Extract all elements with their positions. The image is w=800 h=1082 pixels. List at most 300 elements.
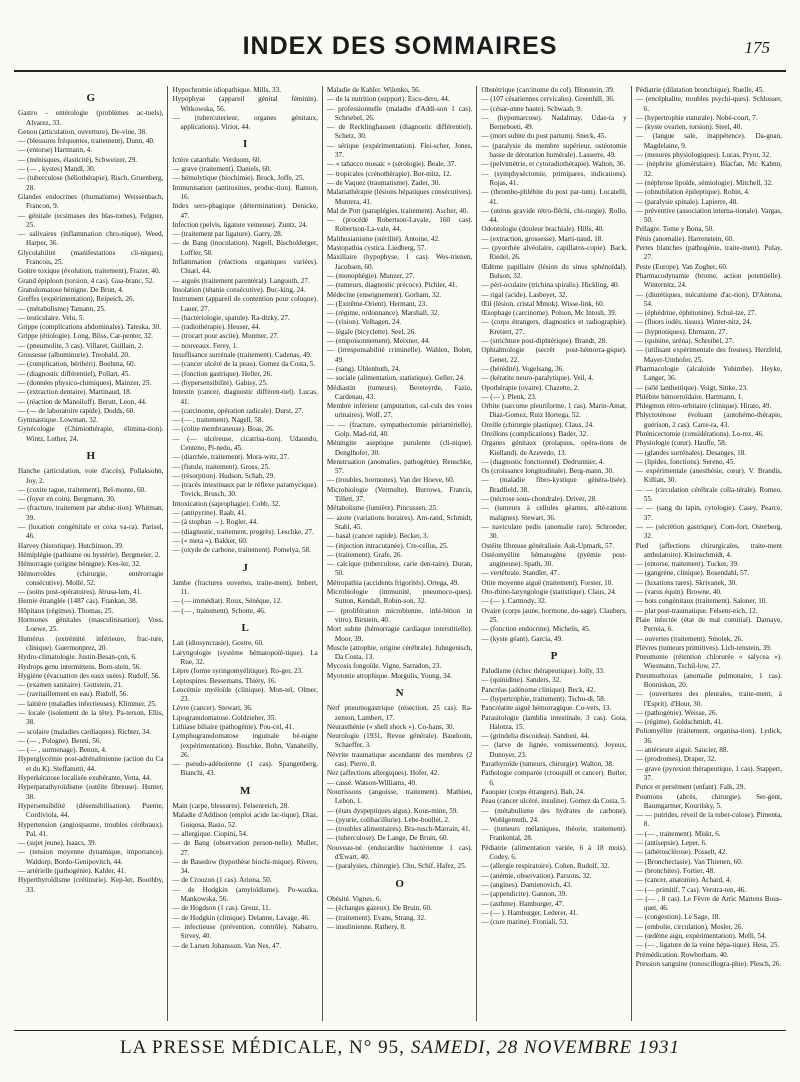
index-entry: — pseudo-adénoïenne (1 cas). Spangenberg, Bianchi, 43. (172, 760, 318, 778)
index-entry: Pharmacodynamie (brome, action potentielle). Winternitz, 24. (635, 271, 782, 290)
index-entry: — grave (traitement). Daniels, 60. (172, 165, 272, 174)
index-entry: Greffes (expérimentation), Reipeich, 26. (18, 295, 135, 304)
index-entry: — (tumeurs mélaniques, théorie, traitement). Frankental, 28. (481, 825, 627, 843)
index-entry: — (échanges gazeux). De Bruin, 60. (326, 904, 432, 913)
index-entry: Hyperglycémie post-adrénalinienne (action du Ca et du K). Steffanutti, 44. (18, 755, 164, 773)
index-entry: — (mort subite du post partum). Sneck, 45. (481, 132, 607, 141)
index-entry: Ictère catarrhale. Verdoom, 60. (172, 155, 262, 164)
index-entry: — (lipides, fonctions). Sereno, 45. (635, 457, 736, 466)
index-entry: Hyperkératose localisée exubérante, Votta, 44. (18, 774, 152, 783)
index-entry: — (extraction, grossesse). Marti-naud, 18. (481, 234, 604, 243)
index-entry: — (diagnostic, traitement, progrès). Leschke, 27. (172, 527, 314, 536)
index-entry: — (utilisant expérimentale des fresnes). Herzfeld, Mayer-Umhofer, 25. (635, 346, 782, 364)
index-entry: Gynécologie (Chimiothérapie, élimina-tion). Wintz, Luther, 24. (18, 425, 164, 443)
index-entry: — (« meta »). Bakker, 60. (172, 536, 248, 545)
index-entry: Oto-rhino-laryngologie (statistique). Claus, 24. (481, 588, 617, 597)
index-entry: Maladie de Kahler. Wilenko, 56. (326, 86, 421, 94)
index-entry: — (obnubilation épileptique). Robin, 4. (635, 188, 750, 197)
index-entry: — (entorse) Hartmann, 4. (18, 146, 93, 155)
index-column (632, 86, 786, 1021)
index-entry: Œsophage (carcinome). Polson, Mc Intosh, 39. (481, 309, 617, 318)
index-entry: Harvey (historique). Hutchinson, 39. (18, 541, 124, 550)
index-entry: — (cancer ulcéré de la peau). Gomez da Costa, 5. (172, 360, 316, 369)
index-entry: — (irresponsabilité criminelle). Wahlen, Bolen, 49. (326, 346, 473, 364)
index-entry: — (monophégie). Munzer, 27. (326, 271, 415, 280)
index-entry: — (fonction gastrique). Heller, 26. (172, 369, 273, 378)
footer-publication: LA PRESSE MÉDICALE, N° 95, (120, 1037, 405, 1058)
index-entry: — (traitement par ligature). Garry, 28. (172, 230, 283, 239)
index-entry: — (prolifération microbienne, inhi-bition in vitro). Birstein, 40. (326, 606, 473, 624)
index-entry: — (thrombo-phlébite du post par-tum). Locatelli, 41. (481, 188, 627, 206)
index-entry: — — (sécrétion gastrique). Com-fort, Osterberg, 32. (635, 522, 782, 541)
index-entry: — (appendicite). Gannon, 39. (481, 890, 568, 899)
index-entry: Infection (pelvis, ligature veineuse). Zuntz, 24. (172, 220, 308, 229)
section-letter: N (395, 687, 404, 699)
index-entry: — — (fracture, sympathectomie périartérielle). Golp, Mad-rid, 40. (326, 420, 473, 438)
index-entry: — de Hogdson (1 cas). Greuz, 11. (172, 904, 271, 913)
index-entry: — (— immédiat). Roux, Sénèque, 12. (172, 597, 283, 606)
index-entry: Lait (idiosyncrasie). Gostre, 60. (172, 639, 264, 648)
index-entry: — (colite membraneuse). Boas, 26. (172, 425, 275, 434)
index-entry: Orbite (sarcome pleuriforme, 1 cas). Marin-Amat, Diaz-Gomez, Ruiz Hortega, 52. (481, 402, 627, 420)
index-entry: — (asthme). Hamburger, 47. (481, 899, 564, 908)
index-entry: — (hypnotiques). Ehrmann, 27. (635, 327, 728, 336)
index-entry: Œil (lésion, cristal Mmok). Wisse-link, 60. (481, 299, 605, 308)
index-entry: — (diagnostic fonctionnel). Dedrunnier, 4. (481, 457, 605, 466)
index-entry: Pertes blanches (pathogénie, traite-ment). Pulay, 27. (635, 244, 782, 262)
index-entry: — salivaires (inflammation chro-nique), Weed, Harper, 36. (18, 230, 164, 248)
index-entry: — (langue sale, inappétence). Da-gnan, Magdelaine, 9. (635, 132, 782, 150)
index-entry: — (quinidine). Sanders, 32. (481, 676, 562, 685)
index-entry: Nourrissons (angoisse, traitement). Mathieu, Lebon, 1. (326, 787, 473, 806)
index-entry: — cassé. Watson-Williams, 40. (326, 778, 417, 787)
index-entry: — de Bang (inoculation). Nagell, Bischolderger, Loffler, 58. (172, 239, 318, 257)
index-entry: — hémolytique (biochimie). Brock, Joffe, 25. (172, 174, 305, 183)
index-entry: Granulomatose bénigne. De Brun, 4. (18, 285, 124, 294)
index-entry: — (Extrême-Orient). Hermant, 23. (326, 299, 428, 308)
index-entry: — basal (cancer rapide). Becker, 3. (326, 532, 429, 541)
index-entry: — grave (pyrexion thérapeutique, 1 cas). Stappert, 37. (635, 764, 782, 782)
index-entry: — (mesures physiologiques). Lucas, Pryor, 32. (635, 151, 772, 160)
index-entry: Pathologie comparée (crouquill et cancer). Butler, 6. (481, 769, 627, 787)
index-entry: Hydrops genu intermittens. Born-stein, 56. (18, 662, 142, 671)
index-entry: Microbiologie (Vermulte). Burrows, Francis, Tillett, 37. (326, 485, 473, 504)
index-entry: — (tracés intestinaux par le réflexe paramycique). Tovick, Brusch, 30. (172, 481, 318, 499)
index-entry: Intoxication (saprophagie). Cobb, 32. (172, 499, 281, 508)
index-entry: — (ménisques, élasticité), Schweizer, 29. (18, 155, 138, 164)
index-entry: — insulinienne. Rathery, 8. (326, 922, 406, 931)
index-entry: Neurasthénie (« shell shock »). Co-hans, 30. (326, 722, 455, 731)
index-entry: — (données physico-chimiques), Mainzer, 25. (18, 378, 152, 387)
index-entry: — (éphédrine, éphétonine). Schul-tze, 27. (635, 309, 757, 318)
index-entry: — (— de laboratoire rapide). Dodds, 60. (18, 406, 136, 415)
index-entry: — (— , traitement). Nagell, 58. (172, 416, 264, 425)
index-entry: — de Hodgkin (amyloïdisme). Po-wazka, Mankowska, 56. (172, 885, 318, 904)
index-entry: — (traitement). Evans, Strang, 32. (326, 913, 426, 922)
index-entry: — (fonction endocrine). Michelis, 45. (481, 625, 591, 634)
index-entry: Lèvre (cancer). Stewart, 36. (172, 704, 253, 713)
footer-date: 28 NOVEMBRE 1931 (497, 1037, 680, 1058)
index-entry: Mastopathia cystica. Liedberg, 57. (326, 244, 427, 253)
index-entry: — (— , kystes) Mandl, 30. (18, 165, 96, 174)
index-entry: — (soins post-opératoires). Jérusa-lem, 41. (18, 588, 142, 597)
index-entry: Métropathia (accidents frigorités). Ortega, 49. (326, 578, 460, 587)
index-entry: Odontologie (douleur brachiale). Hills, 40. (481, 225, 605, 234)
index-entry: — (procédé Robertson-Lavale, 160 cas). Robertson-La-vale, 44. (326, 216, 473, 234)
index-entry: Hémorroïdes (chirurgie, entérorragie consécutive). Mollé, 52. (18, 569, 164, 587)
index-entry: Pharmacologie (alcaloïde Yohimbe). Heyke, Langer, 36. (635, 364, 782, 383)
index-entry: — (néphrite glomérulaire). Blacfan, Mc Kahnn, 32. (635, 160, 782, 178)
index-entry: Œdème papillaire (lésion du sinus sphénoïdal). Bulson, 32. (481, 262, 627, 280)
index-entry: — (bactériologie, spatule). Ra-dtzky, 27. (172, 313, 290, 322)
index-entry: — (régime). Goldschmidt, 41. (635, 718, 723, 727)
index-entry: Humérus (extrémité inférieure, frac-ture, clinique). Guermonprez, 20. (18, 634, 164, 652)
index-entry: — (antipyrine). Raab, 41. (172, 509, 247, 518)
index-entry: — (tension moyenne dynamique, importance). Waldorp, Bordo-Genipovitch, 44. (18, 848, 164, 866)
index-entry: — (états dyspeptiques aigus). Kous-mine, 59. (326, 806, 459, 815)
index-entry: — (athérosclérose). Posselt, 42. (635, 848, 728, 857)
index-entry: — (— , surmenage). Benon, 4. (18, 746, 107, 755)
index-entry: — (angines). Damienovich, 43. (481, 880, 572, 889)
index-entry: Mycosis fongoïde. Vigne, Sarradon, 23. (326, 662, 442, 671)
index-entry: — bots congénitaux (traitement). Saloner, 10. (635, 597, 768, 606)
index-column (14, 86, 168, 1021)
index-entry: — (paralysie du membre supérieur, ostéotomie basse de dérotation humérale). Lasserre, 49. (481, 141, 627, 160)
index-entry: Hyperthyroïdisme (crétinurie). Kep-ler, Boothby, 33. (18, 876, 164, 894)
index-entry: — scolaire (maladies cardiaques). Richter, 34. (18, 727, 152, 736)
index-entry: — (hypertrophie, traitement). Tschu-di, 58. (481, 695, 606, 703)
index-entry: — (fistule, traitement). Gross, 25. (172, 462, 270, 471)
index-entry: — (— , ligature de la veine hépa-tique). Hess, 25. (635, 941, 780, 950)
index-entry: Insuffisance surrénale (traitement). Cadenas, 49. (172, 351, 312, 360)
index-entry: Hémorragie (origine bénigne). Kes-ler, 32. (18, 560, 141, 569)
index-entry: Pneumonie (rétention chlorurée « salycea »). Wiesmann, Tschil-low, 27. (635, 653, 782, 671)
index-entry: — (grindelia discoidea). Sandoni, 44. (481, 732, 590, 741)
index-entry: Hormones génitales (masculinisation). Voss, Loewe, 25. (18, 616, 164, 634)
section-letter: O (395, 877, 404, 890)
index-entry: — (— ulcéreuse, cicatrisa-tion). Udaondo, Centeno, Pi-nedo, 45. (172, 434, 318, 452)
index-entry: — (pelvimétrie, et cytoradiothérapie). Walton, 36. (481, 160, 626, 169)
index-entry: — (— ). Hamburger, Lederer, 41. (481, 908, 579, 917)
index-entry: — azote (variations horaires). Am-rand, Schmidt, Stahl, 45. (326, 513, 473, 531)
index-entry: Inflammation (réactions organiques variées). Chiari, 44. (172, 258, 318, 276)
index-entry: Physiologie (cœur). Hauffe, 58. (635, 439, 727, 448)
index-entry: Intestin (cancer, diagnostic différen-tiel). Lucas, 41. (172, 388, 318, 406)
index-entry: — (allergie respiratoire). Cohen, Rudolf, 32. (481, 862, 610, 871)
index-entry: Méningite aseptique purulente (cli-nique). Denglhofer, 30. (326, 439, 473, 457)
index-entry: — (hypertrophie staturale). Nobé-court, 7. (635, 113, 758, 122)
index-entry: Grossesse (albuminurie). Treobald, 20. (18, 351, 130, 360)
index-entry: — (paralysie spinale). Lapierre, 48. (635, 197, 739, 206)
index-entry: — (kyste ovarien, torsion). Steel, 40. (635, 123, 743, 132)
index-entry: — de Larsen Johansson. Van Nes, 47. (172, 941, 282, 950)
index-entry: Prémédication. Rowbotham, 40. (635, 950, 729, 959)
index-entry: Malthusianisme (stérilité). Antoine, 42. (326, 234, 440, 243)
index-entry: — (radiothérapie). Heuser, 44. (172, 323, 261, 332)
index-entry: Grippe (complications abdominales). Tateska, 30. (18, 323, 161, 332)
index-entry: — (quinine, uréna). Schreibel, 27. (635, 337, 734, 346)
index-entry: — (tuberculose (héliothérapie), Risch, Gruenberg, 28. (18, 174, 164, 192)
index-entry: — (complication, béribéri). Boehma, 60. (18, 360, 136, 369)
index-entry: — (pyurie, colibacillurie). Lebe-boullet, 2. (326, 815, 450, 824)
index-entry: — (néphrose lipoïde, sémiologie). Mitchell, 32. (635, 178, 773, 187)
index-entry: Goitre toxique (évolution, traitement), Frazer, 40. (18, 267, 161, 276)
index-entry: Gymnastique. Lowman, 32. (18, 416, 99, 425)
index-entry: — (bronchites). Fortier, 48. (635, 866, 715, 875)
index-entry: — (empoisonnement). Meixner, 44. (326, 337, 430, 346)
index-entry: — (— , Pologne). Benni, 56. (18, 736, 102, 745)
index-entry: Lipogranulomatose. Goldzieher, 35. (172, 713, 277, 722)
index-entry: — (luxations rares). Skrivanek, 30. (635, 578, 737, 587)
index-entry: Parasitologie (lamblia intestinale, 3 cas). Goia, Halotza, 15. (481, 713, 627, 731)
index-entry: Immunisation (antitoxines, produc-tion). Ramon, 16. (172, 183, 318, 201)
index-entry: — vertébrale. Standler, 47. (481, 569, 559, 578)
index-entry: Pied (affections chirurgicales, traite-ment ambulatoire). Kleinschmidt, 4. (635, 541, 782, 559)
index-entry: — expérimentale (anesthésie, cœur). V. Brandis, Killian, 30. (635, 467, 782, 485)
index-columns (14, 86, 786, 1021)
index-entry: — (— , 8 cas). Le Fèvre de Arric Martens Bous-quet, 46. (635, 894, 782, 913)
index-entry: Pancréas (adénome clinique). Beck, 42. (481, 685, 596, 694)
index-entry: — de Bang (observation person-nelle). Muller, 27. (172, 839, 318, 857)
index-entry: Ostéomyélite hématogène (pyémie post-angineuse). Spath, 30. (481, 550, 627, 569)
index-entry: — (anémie, observation). Parsons, 32. (481, 871, 592, 880)
index-entry: Leucémie myéloïde (clinique). Mon-tel, Olmer, 23. (172, 685, 318, 704)
index-entry: Hypertension (angiospasme, troubles cérébraux). Pal, 41. (18, 820, 164, 838)
index-entry: — (tuberculose). De Lange, De Bruin, 60. (326, 834, 449, 843)
index-entry: — (pyorrhée alvéolaire, capillaros-copie). Back, Riedel, 26. (481, 244, 627, 262)
index-entry: — (fluors iodés, tissus). Winter-nitz, 24. (635, 318, 752, 327)
index-entry: — (paralysies, chirurgie). Chu, Schif, Hafez, 25. (326, 862, 467, 871)
section-letter: G (86, 92, 95, 104)
index-entry: — (maladie fibro-kystique généra-lisée). Bradfield, 38. (481, 476, 627, 494)
index-entry: Lèpre (forme syringomyélitique). Ro-ger, 23. (172, 667, 303, 676)
index-entry: Grand épiploon (torsion, 4 cas). Gua-branc, 52. (18, 276, 155, 285)
index-entry: — laitière (maladies infectieuses). Klimmer, 25. (18, 699, 157, 708)
index-entry: — (— , traitement). Miskt, 6. (635, 829, 721, 838)
index-entry: — (— primitif, 7 cas). Verstra-ten, 46. (635, 885, 747, 894)
index-entry: Hémiplégie (pathisme ou hystérie). Bergmeier, 2. (18, 550, 161, 559)
index-entry: Os (croissance longitudinale). Berg-mann, 30. (481, 467, 614, 476)
index-entry: Ophtalmologie (secrèt post-hémorra-gique). Genet, 22. (481, 346, 627, 364)
index-entry: — (diurétiques, mécanisme d'ac-tion). D'Antona, 54. (635, 290, 782, 308)
index-entry: — (hérédité). Vogelsang, 36. (481, 364, 565, 373)
index-entry: — (trocart pour ascite). Muntner, 27. (172, 332, 279, 341)
index-entry: Poliomyélite (traitement, organisa-tion). Lydick, 36. (635, 727, 782, 745)
index-entry: Pancréatite aiguë hémorragique. Co-vers, 13. (481, 704, 612, 713)
index-entry: — (fracture, traitement par abduc-tion). Whitman, 39. (18, 504, 164, 522)
index-entry: Métabolisme (lumière). Pincussen, 25. (326, 504, 438, 513)
index-entry: Parathyroïde (tumeurs, chirurgie). Walton, 38. (481, 760, 614, 769)
index-entry: — rigal (acide). Lasbeyet, 32. (481, 290, 568, 299)
index-entry: Plèvres (tumeurs primitives). Lich-tenstein, 39. (635, 643, 772, 652)
index-entry: Hypophyse (appareil génital féminin). Witkowska, 56. (172, 95, 318, 113)
index-entry: Pression sanguine (tonoscillogra-phie). Plesch, 26. (635, 959, 782, 968)
index-entry: — (varus équin). Browne, 40. (635, 588, 722, 597)
index-entry: — (sélé lantheitique). Voigt, Sinke, 23. (635, 383, 748, 392)
index-entry: — (pathogénie). Weisse, 26. (635, 708, 718, 717)
index-entry: — calcique (tuberculose, carie den-taire). Duran, 50. (326, 560, 473, 578)
index-entry: — (examen sanitaire). Gottstein, 21. (18, 681, 123, 690)
index-entry: Oreille (chirurgie plastique). Claus, 24. (481, 420, 594, 429)
index-entry: Poumons (abcès, chirurgie). Ser-gent, Baumgartner, Kourilsky, 5. (635, 792, 782, 810)
index-entry: Maladie d'Addison (emploi acide lac-tique). Diaz, Guiqosa, Basio, 52. (172, 811, 318, 829)
index-entry: — — (circulation cérébrale colla-térale). Romeo, 55. (635, 485, 782, 504)
index-entry: Médiastin (tumeurs). Bereteyrde, Fazio, Cardenau, 43. (326, 383, 473, 401)
index-entry: — « tabacco mosaic » (sérologie). Beale, 37. (326, 160, 457, 169)
index-entry: Pédiatrie (alimentation variée, 6 à 18 mois). Codey, 6. (481, 843, 627, 862)
index-entry: — (gangrène, clinique). Rosendahl, 57. (635, 569, 750, 578)
index-entry: Pneumothorax (anomalie pulmonaire, 1 cas). Bonniskon, 20. (635, 671, 782, 689)
index-entry: Lymphogranulomatose inguinale bé-nigne (expérimentation). Buschke, Bohn, Vanaheilly, 26. (172, 732, 318, 759)
index-entry: Phlébite hémorroïdaire. Hartmann, 1. (635, 392, 744, 401)
index-entry: Peau (cancer ulcéré, insuline). Gomez da Costa, 5. (481, 797, 627, 806)
section-letter: P (550, 649, 558, 662)
index-entry: Peste (Europe). Van Zogher, 60. (635, 262, 728, 271)
index-entry: Pédiatrie (dilatation bronchique). Ruelle, 45. (635, 86, 765, 94)
index-entry: — (hypomarcose). Nadalmay, Udae-ta y Berneboeti, 49. (481, 113, 627, 132)
index-entry: Nerf pneumogastrique (résection, 25 cas). Ra-zemon, Lambert, 17. (326, 704, 473, 722)
index-entry: — (antisepsie). Leper, 6. (635, 839, 707, 848)
index-entry: — (césar-onne haute). Schwaab, 9. (481, 104, 582, 113)
index-entry: — ouvertes (traitement). Smolek, 26. (635, 634, 743, 643)
index-entry: — (utérus gravide rétro-fléchi, chi-rurgie). Rollo, 44. (481, 206, 627, 225)
index-entry: — (107 césariennes cervicales). Greenhill, 36. (481, 95, 615, 104)
index-entry: Lithiase biliaire (pathogénie). Pou-cel, 41. (172, 723, 294, 731)
section-letter: J (242, 561, 248, 574)
page-title: INDEX DES SOMMAIRES (242, 32, 558, 60)
index-entry: — testiculaire. Velu, 5. (18, 313, 85, 322)
index-entry: — (métabolisme des hydrates de carbone). Wohlgemuth, 24. (481, 806, 627, 824)
index-column (477, 86, 631, 1021)
index-entry: Maxillaire (hypophyse, 1 cas). Wes-trienen, Jacobsen, 60. (326, 253, 473, 271)
index-entry: — infectieuse (prévention, contrôle). Nabarro, Sirvey, 40. (172, 922, 318, 941)
index-entry: Hypochromie idiopathique. Mills, 33. (172, 86, 282, 94)
index-entry: Laryngologie (système hématopoïé-tique). La Rue, 32. (172, 648, 318, 666)
index-entry: Organes génitaux (prolapsus, opéra-tions de Kielland). de Azevedo, 13. (481, 439, 627, 457)
index-entry: Hôpitaux (régimes). Thomas, 25. (18, 606, 114, 615)
index-entry: — (foyer en coin). Bergmann, 30. (18, 495, 116, 504)
index-entry: Pénis (anomalie). Harrenstein, 60. (635, 234, 734, 243)
index-entry: — (luxation congénitale et coxa va-ra). Parisel, 46. (18, 523, 164, 541)
index-entry: Obésité. Vignes, 6. (326, 894, 382, 903)
index-entry: — artérielle (pathogénie). Kahler, 41. (18, 867, 127, 876)
index-entry: — légale (bicyclette). Seel, 26. (326, 327, 417, 336)
index-entry: Opothérapie (ovaire). Chazette, 2. (481, 383, 580, 392)
index-entry: Hernie étranglée (1487 cas). Frankan, 38. (18, 597, 138, 606)
section-letter: L (241, 622, 249, 635)
page-footer (14, 1030, 786, 1065)
index-entry: Main (carpe, blessures). Felsenreich, 28. (172, 802, 289, 811)
index-entry: Malariathérapie (lésions hépatiques consécutives). Muntera, 41. (326, 188, 473, 206)
section-letter: H (86, 449, 95, 462)
index-entry: Glandes endocrines (rhumatisme) Weissenbach, Francon, 9. (18, 192, 164, 211)
index-entry: — (résorption). Hudson, Schab, 29. (172, 471, 276, 480)
index-entry: — (encéphalite, troubles psychi-ques). Schlosser, 6. (635, 95, 782, 113)
index-column (168, 86, 322, 1021)
index-entry: — (métabolisme) Tamann, 25. (18, 304, 106, 313)
footer-day: SAMEDI, (410, 1037, 492, 1058)
index-entry: Ovaire (corps jaune, hormone, do-sage). Claubers, 25. (481, 606, 627, 624)
index-entry: — préventive (association interna-tionale). Vargas, 50. (635, 206, 782, 225)
section-letter: M (239, 784, 251, 797)
index-entry: — (tumeurs, diagnostic précoce). Pichler, 41. (326, 281, 458, 290)
index-entry: — de Hodgkin (clinique). Delanne, Lavage, 46. (172, 913, 310, 922)
index-entry: — (blessures fréquentes, traitement), Dunn, 40. (18, 137, 155, 146)
index-entry: — de Recklinghausen (diagnostic différentiel). Schetz, 30. (326, 123, 473, 141)
index-entry: — sérique (expérimentation). Flei-scher, Jones, 37. (326, 141, 473, 160)
index-entry: — de la nutrition (support). Escu-dero, 44. (326, 95, 450, 104)
index-entry: Mal de Pott (paraplégies, traitement). Ascher, 40. (326, 206, 469, 215)
index-entry: Membre inférieur (amputation, cal-culs des voies urinaires). Wolf, 27. (326, 402, 473, 420)
index-entry: Genou (articulation, ouverture), De-vine, 38. (18, 127, 147, 136)
index-entry: — (réaction de Manoiloff). Berutt, Leon, 44. (18, 397, 147, 406)
index-entry: — (strichture post-diphtérique). Brandt, 28. (481, 337, 607, 346)
index-entry: — (— ). Carmody, 32. (481, 597, 547, 606)
index-entry: — de Vaquez (traumatisme). Zader, 30. (326, 178, 441, 187)
index-entry: Pauopier (corps étrangers). Bab, 24. (481, 787, 585, 796)
index-entry: — (à stopban →). Rogler, 44. (172, 518, 258, 527)
index-entry: Oreillons (complications). Bader, 32. (481, 429, 589, 438)
index-entry: — (embolie, circulation). Mosler, 26. (635, 922, 744, 931)
index-entry: — (sujet jeune). Isaacs, 39. (18, 839, 97, 848)
index-entry: — (kératite neuro-paralytique). Veil, 4. (481, 374, 594, 383)
index-entry: — (diagnostic différentiel), Pollart, 45. (18, 369, 131, 378)
index-entry: — (régime, ordonnance). Marshall, 32. (326, 309, 440, 318)
index-entry: — (injection intracutanée). Cre-cellus, 25. (326, 541, 449, 550)
index-entry: — génitale (ecsimases des blas-tomes), Felgner, 25. (18, 211, 164, 229)
index-entry: — (cancer, anatomie). Achard, 4. (635, 876, 732, 885)
index-entry: Pellagre. Tome y Bona, 50. (635, 225, 714, 234)
index-entry: — antérieure aiguë. Saucier, 88. (635, 746, 729, 755)
index-entry: Hanche (articulation, voie d'accès), Pollaksohn, Joy, 2. (18, 467, 164, 485)
index-entry: Insolation (tétanie consécutive). Buc-king, 24. (172, 285, 306, 294)
index-entry: Plaie infectée (état de mal comitial). Damaye, Perreia, 6. (635, 615, 782, 634)
index-entry: — (oxyde de carbone, traitement). Pomelya, 58. (172, 546, 311, 555)
index-entry: — (ravitaillement en eau). Rudolf, 56. (18, 690, 129, 699)
index-entry: Névrite traumatique ascendante des membres (2 cas). Pierre, 8. (326, 750, 473, 769)
index-entry: — (— , traitement). Schotte, 46. (172, 606, 266, 615)
section-letter: I (243, 138, 248, 151)
index-entry: Nouveau-né (endocardite bactérienne 1 cas). d'Ewart, 40. (326, 843, 473, 862)
index-entry: — (kyste géant). Garcia, 49. (481, 634, 563, 643)
index-entry: — (symphyséctomie, primipares, indications). Rojas, 41. (481, 169, 627, 187)
index-entry: — (troubles alimentaires). Bra-tusch-Marrain, 41. (326, 825, 471, 834)
index-entry: Hydro-climatologie. Justin-Besan-çon, 6. (18, 653, 137, 662)
index-entry: — (vision). Velhagen, 24. (326, 318, 402, 327)
index-entry: — péri-oculaire (trichina spiralis). Hickling, 40. (481, 281, 620, 290)
index-entry: — (nécrose sous-chondrale). Driver, 28. (481, 495, 597, 504)
index-entry: — (tubercuterieur, organes génitaux, applications). Viriot, 44. (172, 113, 318, 132)
index-entry: Menstruation (anomalies, pathogénie). Reuschke, 57. (326, 457, 473, 476)
index-entry: — (congestion). Le Sage, 18. (635, 913, 721, 922)
page-header (14, 30, 786, 72)
index-entry: Médecine (enseignement). Gorham, 32. (326, 290, 442, 299)
index-entry: — sociale (alimentation, statistique). Geller, 24. (326, 374, 465, 383)
index-entry: Phlegmon rétro-orbitaire (clinique). Hirato, 49. (635, 402, 772, 411)
index-entry: Neurologie (1931, Revue générale). Baudouin, Schaeffer, 3. (326, 732, 473, 750)
index-entry: Phlyctoténose évoluant (autohémo-thérapie, guérison, 2 cas). Carre-ra, 43. (635, 411, 782, 429)
index-entry: Ponce et persément (enfant). Falk, 29. (635, 783, 746, 792)
index-entry: — (— ). Plenk, 23. (481, 392, 537, 401)
index-entry: — (hypersensibilité). Gabisy, 25. (172, 378, 268, 387)
index-entry: — (sang). Uhlenhuth, 24. (326, 364, 401, 373)
index-entry: — (traitement). Grafe, 26. (326, 550, 403, 559)
index-entry: Otite moyenne aiguë (traitement). Forster, 10. (481, 578, 614, 587)
index-entry: — (glandes surrénales). Desanges, 18. (635, 448, 747, 457)
index-entry: — (cure marine). Froniali, 53. (481, 918, 569, 927)
index-entry: Glycolabilité (manifestations cli-niques), Francois, 25. (18, 248, 164, 267)
index-entry: Hypersensibilité (désensibilisation). Puente, Cordiviola, 44. (18, 801, 164, 820)
